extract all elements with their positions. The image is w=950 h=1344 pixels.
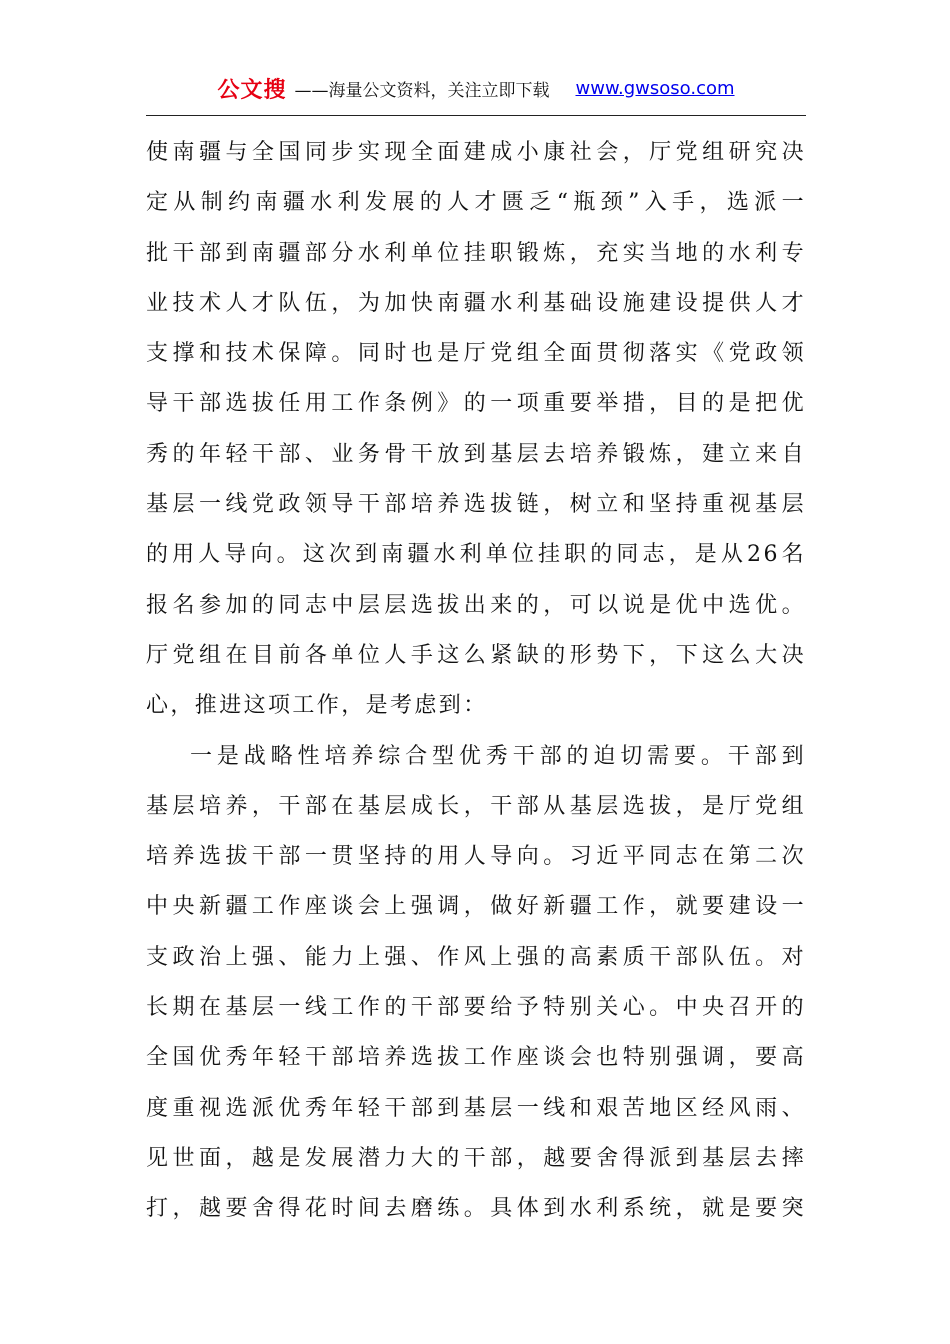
text-line: 支撑和技术保障。同时也是厅党组全面贯彻落实《党政领 [146,341,806,367]
text-line: 长期在基层一线工作的干部要给予特别关心。中央召开的 [146,995,806,1021]
text-line: 度重视选派优秀年轻干部到基层一线和艰苦地区经风雨、 [146,1095,806,1121]
text-line: 全国优秀年轻干部培养选拔工作座谈会也特别强调，要高 [146,1045,806,1071]
text-line: 报名参加的同志中层层选拔出来的，可以说是优中选优。 [146,592,806,618]
text-line: 心，推进这项工作，是考虑到： [146,693,488,719]
text-line: 导干部选拔任用工作条例》的一项重要举措，目的是把优 [146,391,806,417]
text-line: 打，越要舍得花时间去磨练。具体到水利系统，就是要突 [146,1196,806,1222]
text-line: 秀的年轻干部、业务骨干放到基层去培养锻炼，建立来自 [146,441,806,467]
page-header [146,70,806,106]
text-line: 中央新疆工作座谈会上强调，做好新疆工作，就要建设一 [146,894,806,920]
header-tagline: ——海量公文资料，关注立即下载 [294,80,550,101]
text-line: 定从制约南疆水利发展的人才匮乏“瓶颈”入手，选派一 [146,190,806,216]
header-divider [146,115,806,116]
text-line: 的用人导向。这次到南疆水利单位挂职的同志，是从26名 [146,542,806,568]
text-line: 基层一线党政领导干部培养选拔链，树立和坚持重视基层 [146,492,806,518]
text-line: 厅党组在目前各单位人手这么紧缺的形势下，下这么大决 [146,642,806,668]
text-line: 支政治上强、能力上强、作风上强的高素质干部队伍。对 [146,944,806,970]
text-line: 培养选拔干部一贯坚持的用人导向。习近平同志在第二次 [146,844,806,870]
text-line: 业技术人才队伍，为加快南疆水利基础设施建设提供人才 [146,290,806,316]
text-line: 基层培养，干部在基层成长，干部从基层选拔，是厅党组 [146,793,806,819]
website-link[interactable]: www.gwsoso.com [575,77,735,99]
text-line: 见世面，越是发展潜力大的干部，越要舍得派到基层去摔 [146,1145,806,1171]
document-body [146,128,806,1235]
text-line: 一是战略性培养综合型优秀干部的迫切需要。干部到 [190,743,806,769]
brand-logo-text: 公文搜 [217,77,287,103]
text-line: 批干部到南疆部分水利单位挂职锻炼，充实当地的水利专 [146,240,806,266]
text-line: 使南疆与全国同步实现全面建成小康社会，厅党组研究决 [146,140,806,165]
